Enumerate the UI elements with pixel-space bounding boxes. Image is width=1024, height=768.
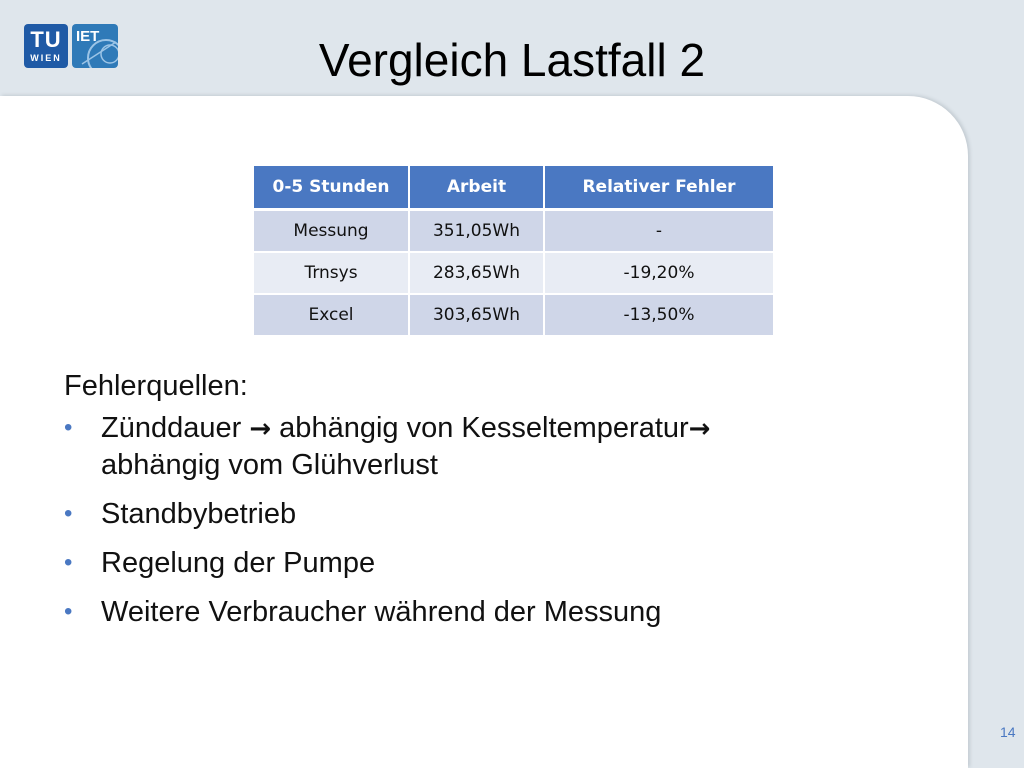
column-header: Relativer Fehler xyxy=(544,166,773,210)
column-header: Arbeit xyxy=(409,166,544,210)
bullet-dot-icon: • xyxy=(64,598,73,625)
table-cell: Messung xyxy=(254,210,409,253)
table-row xyxy=(254,294,773,336)
bullet-item xyxy=(64,594,924,630)
bullet-list xyxy=(64,410,924,630)
bullet-text: Weitere Verbraucher während der Messung xyxy=(101,596,662,628)
arrow-right-icon: → xyxy=(688,414,711,444)
table-cell: Excel xyxy=(254,294,409,336)
bullet-text: abhängig vom Glühverlust xyxy=(101,449,438,481)
table-cell: 351,05Wh xyxy=(409,210,544,253)
table-cell: -19,20% xyxy=(544,252,773,294)
arrow-right-icon: → xyxy=(249,414,272,444)
bullet-dot-icon: • xyxy=(64,500,73,527)
table-cell: Trnsys xyxy=(254,252,409,294)
comparison-table xyxy=(254,166,773,337)
slide-body xyxy=(64,368,924,643)
bullet-text: Standbybetrieb xyxy=(101,498,297,530)
bullet-item xyxy=(64,496,924,532)
table-cell: 283,65Wh xyxy=(409,252,544,294)
bullet-text: Zünddauer xyxy=(101,412,250,444)
table-row xyxy=(254,252,773,294)
section-heading: Fehlerquellen: xyxy=(64,370,248,402)
tu-logo-text: TU xyxy=(30,27,62,52)
bullet-item xyxy=(64,410,924,483)
table-cell: 303,65Wh xyxy=(409,294,544,336)
iet-logo-text: IET xyxy=(76,28,100,45)
bullet-text: Regelung der Pumpe xyxy=(101,547,376,579)
bullet-item xyxy=(64,545,924,581)
bullet-text: abhängig von Kesseltemperatur xyxy=(271,412,689,444)
tu-logo-subtext: WIEN xyxy=(30,53,62,63)
column-header: 0-5 Stunden xyxy=(254,166,409,210)
bullet-dot-icon: • xyxy=(64,549,73,576)
table-row xyxy=(254,210,773,253)
table-cell: - xyxy=(544,210,773,253)
table-cell: -13,50% xyxy=(544,294,773,336)
bullet-dot-icon: • xyxy=(64,414,73,441)
slide-title: Vergleich Lastfall 2 xyxy=(318,34,706,86)
page-number: 14 xyxy=(1000,724,1016,740)
table-header-row xyxy=(254,166,773,210)
